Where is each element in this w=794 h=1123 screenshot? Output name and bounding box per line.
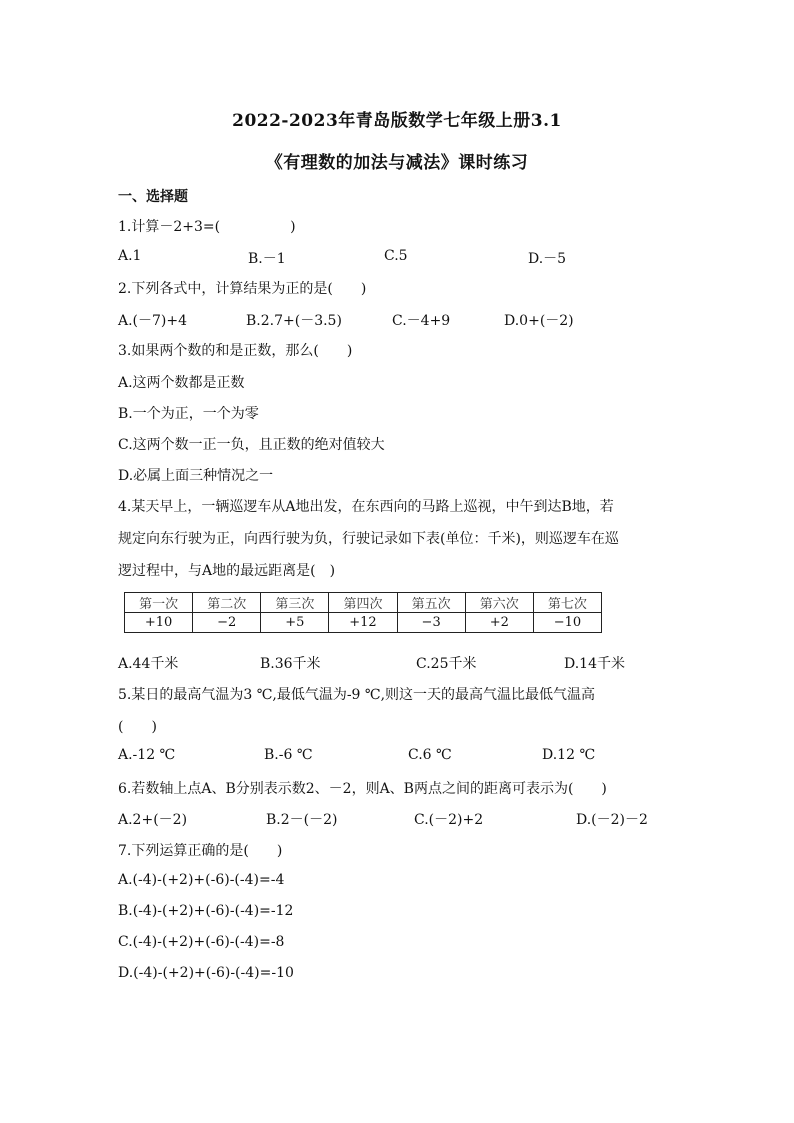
question-7-option-b: B.(-4)-(+2)+(-6)-(-4)=-12: [118, 903, 294, 919]
question-7-stem: 7.下列运算正确的是( ): [118, 843, 283, 859]
question-3-option-b: B.一个为正，一个为零: [118, 406, 259, 422]
question-4-stem-line3: 逻过程中，与A地的最远距离是( ): [118, 563, 336, 579]
question-6-option-d: D.(－2)－2: [576, 812, 648, 828]
table-header-cell: 第七次: [533, 593, 601, 613]
table-row: [125, 613, 602, 633]
question-2-stem: 2.下列各式中，计算结果为正的是( ): [118, 281, 367, 297]
question-5-option-d: D.12 ℃: [542, 747, 596, 763]
question-5-option-c: C.6 ℃: [408, 747, 452, 763]
question-1-option-a: A.1: [118, 248, 142, 264]
question-3-stem: 3.如果两个数的和是正数，那么( ): [118, 343, 353, 359]
table-header-cell: 第五次: [397, 593, 465, 613]
question-5-stem-line1: 5.某日的最高气温为3 ℃,最低气温为-9 ℃,则这一天的最高气温比最低气温高: [118, 687, 596, 703]
question-6-option-b: B.2－(－2): [266, 812, 338, 828]
document-title-line2: 《有理数的加法与减法》课时练习: [265, 153, 529, 173]
question-3-option-c: C.这两个数一正一负，且正数的绝对值较大: [118, 437, 385, 453]
question-3-option-d: D.必属上面三种情况之一: [118, 468, 274, 484]
table-header-cell: 第六次: [465, 593, 533, 613]
question-7-option-a: A.(-4)-(+2)+(-6)-(-4)=-4: [118, 872, 285, 888]
question-4-stem-line2: 规定向东行驶为正，向西行驶为负，行驶记录如下表(单位：千米)，则巡逻车在巡: [118, 531, 619, 547]
document-title-line1: 2022-2023年青岛版数学七年级上册3.1: [232, 111, 562, 131]
question-3-option-a: A.这两个数都是正数: [118, 375, 245, 391]
question-4-option-c: C.25千米: [416, 656, 477, 672]
table-cell: −3: [397, 613, 465, 633]
section-heading: 一、选择题: [118, 189, 188, 205]
question-5-stem-line2: ( ): [118, 719, 157, 735]
question-7-option-d: D.(-4)-(+2)+(-6)-(-4)=-10: [118, 965, 294, 981]
table-cell: −2: [193, 613, 261, 633]
question-4-stem-line1: 4.某天早上，一辆巡逻车从A地出发，在东西向的马路上巡视，中午到达B地，若: [118, 499, 614, 515]
question-4-option-b: B.36千米: [260, 656, 321, 672]
driving-record-table: [124, 592, 602, 633]
question-1-stem: 1.计算－2+3=( ): [118, 219, 296, 235]
question-4-option-a: A.44千米: [118, 656, 179, 672]
question-4-option-d: D.14千米: [564, 656, 625, 672]
table-header-cell: 第一次: [125, 593, 193, 613]
question-2-option-b: B.2.7+(－3.5): [246, 313, 342, 329]
table-cell: +2: [465, 613, 533, 633]
question-2-option-d: D.0+(－2): [504, 313, 574, 329]
question-6-option-a: A.2+(－2): [118, 812, 188, 828]
question-5-option-a: A.-12 ℃: [118, 747, 176, 763]
table-cell: −10: [533, 613, 601, 633]
question-6-option-c: C.(－2)+2: [414, 812, 484, 828]
question-6-stem: 6.若数轴上点A、B分别表示数2、－2，则A、B两点之间的距离可表示为( ): [118, 781, 607, 797]
question-2-option-a: A.(－7)+4: [118, 313, 188, 329]
table-header-row: [125, 593, 602, 613]
question-7-option-c: C.(-4)-(+2)+(-6)-(-4)=-8: [118, 934, 285, 950]
question-1-option-b: B.－1: [248, 251, 286, 267]
table-cell: +10: [125, 613, 193, 633]
question-2-option-c: C.－4+9: [392, 313, 451, 329]
table-header-cell: 第四次: [329, 593, 397, 613]
table-header-cell: 第二次: [193, 593, 261, 613]
table-cell: +12: [329, 613, 397, 633]
table-header-cell: 第三次: [261, 593, 329, 613]
question-1-option-d: D.－5: [528, 251, 567, 267]
question-1-option-c: C.5: [384, 248, 408, 264]
question-5-option-b: B.-6 ℃: [264, 747, 313, 763]
table-cell: +5: [261, 613, 329, 633]
